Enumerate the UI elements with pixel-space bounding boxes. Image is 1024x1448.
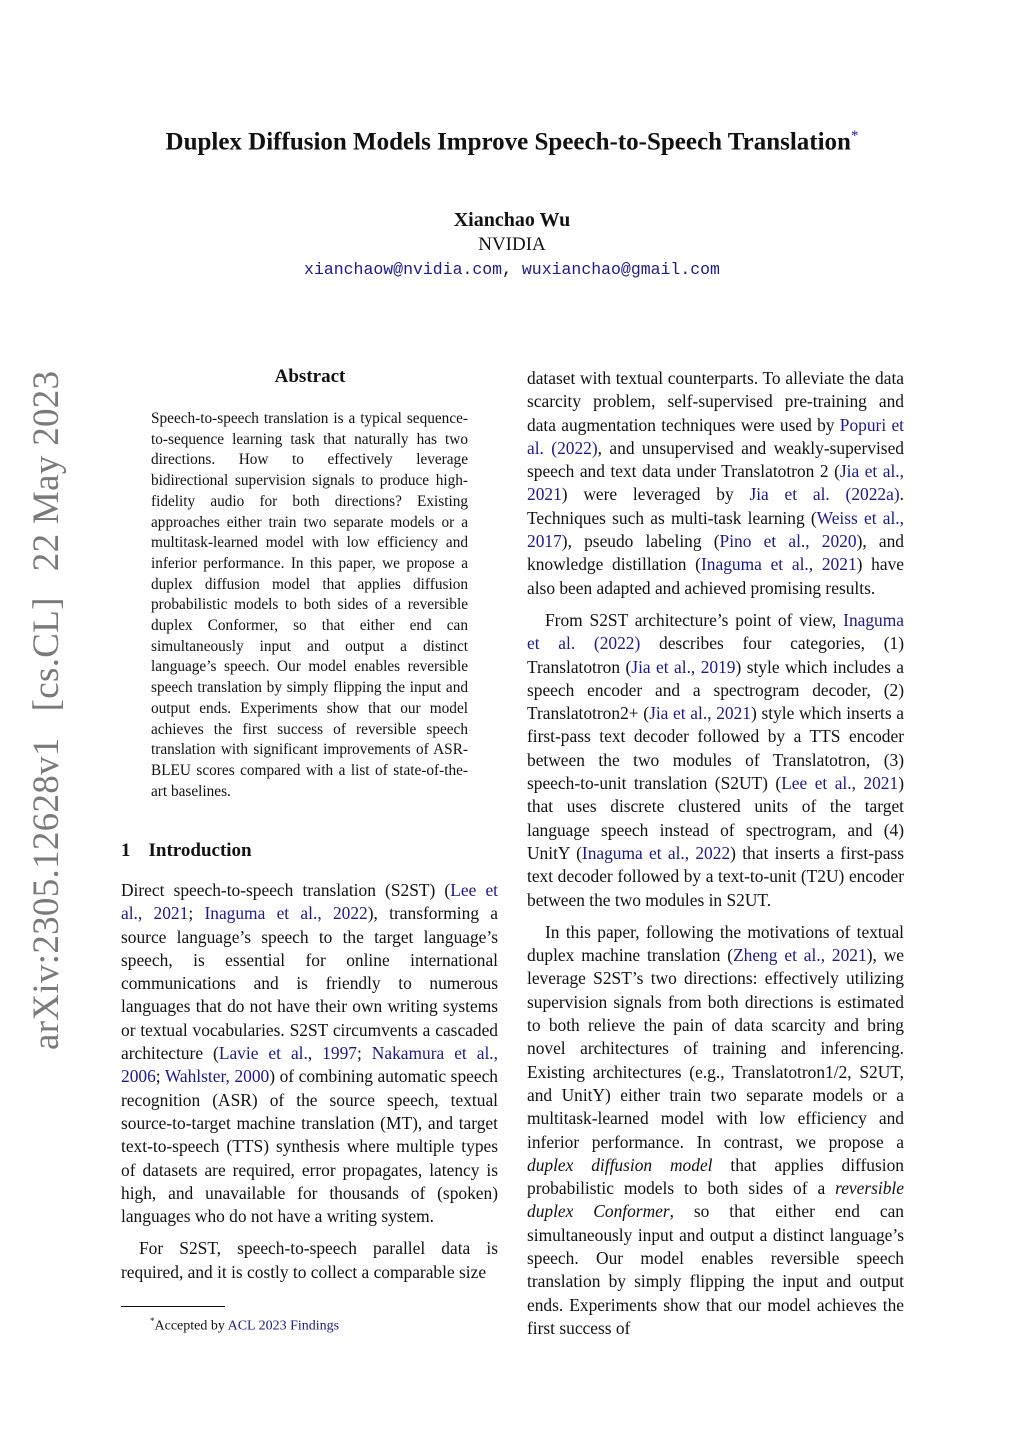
body-text: ; — [188, 903, 205, 924]
intro-paragraph-2-continued — [527, 367, 904, 600]
body-text: . Techniques such as multi-task learning ( — [527, 484, 904, 528]
body-text: ) style which inserts a first-pass text decoder followed by a TTS encoder between the two modules of Translatotron, (3) speech-to-unit translation (S2UT) ( — [527, 703, 905, 794]
citation-link[interactable]: Zheng et al., 2021 — [733, 945, 867, 966]
body-text: Direct speech-to-speech translation (S2ST) ( — [121, 880, 451, 900]
body-text: From S2ST architecture’s point of view, — [545, 609, 844, 630]
footnote — [150, 1312, 339, 1336]
left-column — [121, 879, 498, 1293]
body-text: ), and knowledge distillation ( — [527, 531, 904, 575]
citation-link[interactable]: Jia et al., 2021 — [649, 703, 752, 724]
abstract-heading: Abstract — [274, 366, 346, 387]
body-text: ) style which includes a speech encoder and a spectrogram decoder, (2) Translatotron2+ ( — [527, 656, 904, 724]
citation-link[interactable]: Wahlster, 2000 — [164, 1066, 270, 1087]
intro-paragraph-4 — [527, 921, 904, 1340]
citation-link[interactable]: Pino et al., 2020 — [719, 531, 857, 552]
arxiv-sidebar — [18, 370, 76, 1050]
body-text: ), we leverage S2ST’s two directions: effectively utilizing supervision signals from both directions is estimated to both relieve the pain of data scarcity and bring novel architectures of training and inferencing. Existing architectures (e.g., Translatotron1/2, S2UT, and UnitY) either train two separate models or a multitask-learned model with low efficiency and inferior performance. In contrast, we propose a — [527, 945, 904, 1152]
body-text: In this paper, following the motivations of textual duplex machine translation ( — [527, 921, 904, 966]
intro-paragraph-1 — [121, 879, 498, 1228]
citation-link[interactable]: Inaguma et al. (2022) — [527, 609, 904, 654]
right-column — [527, 367, 904, 1349]
body-text: For S2ST, speech-to-speech parallel data is required, and it is costly to collect a comparable size — [121, 1238, 498, 1282]
footnote-text: Accepted by — [154, 1318, 225, 1334]
paper-title — [60, 128, 964, 156]
intro-paragraph-3 — [527, 609, 904, 912]
body-text: ), pseudo labeling ( — [561, 531, 720, 552]
body-text: ) have also been adapted and achieved promising results. — [527, 554, 905, 598]
arxiv-date: 22 May 2023 — [26, 370, 67, 572]
citation-link[interactable]: Nakamura et al., 2006 — [121, 1043, 498, 1087]
body-text: ) that uses discrete clustered units of the target language speech instead of spectrogram, and (4) UnitY ( — [527, 773, 904, 863]
footnote-link[interactable]: ACL 2023 Findings — [227, 1318, 340, 1334]
citation-link[interactable]: Inaguma et al., 2022 — [204, 903, 368, 924]
body-text: ), transforming a source language’s speech to the target language’s speech, is essential for online international communications and is friendly to numerous languages that do not have their own writing systems or textual vocabularies. S2ST circumvents a cascaded architecture ( — [121, 903, 499, 1064]
arxiv-category: [cs.CL] — [26, 597, 67, 712]
footnote-mark: * — [150, 1316, 155, 1326]
citation-link[interactable]: Popuri et al. (2022) — [527, 414, 904, 458]
body-text: that applies diffusion probabilistic models to both sides of a — [527, 1154, 904, 1199]
body-text: describes four categories, (1) Translatotron ( — [527, 633, 904, 677]
body-text: ; — [155, 1066, 165, 1087]
body-text: ) that inserts a first-pass text decoder followed by a text-to-unit (T2U) encoder between the two modules in S2UT. — [527, 842, 904, 910]
body-text: dataset with textual counterparts. To alleviate the data scarcity problem, self-supervised pre-training and data augmentation techniques were used by — [527, 368, 904, 435]
arxiv-id[interactable]: arXiv:2305.12628v1 — [26, 737, 67, 1050]
author-block — [0, 207, 1024, 283]
body-text: ; — [356, 1043, 372, 1064]
emphasis-text: duplex diffusion model — [527, 1154, 713, 1175]
title-footnote-mark[interactable]: * — [850, 128, 859, 144]
citation-link[interactable]: Lee et al., 2021 — [121, 880, 498, 924]
citation-link[interactable]: Lavie et al., 1997 — [218, 1043, 357, 1064]
section-title: Introduction — [148, 840, 252, 861]
body-text: , so that either end can simultaneously input and output a distinct language’s speech. Our model enables reversible speech translation by simply flipping the input and output ends. Experiments show that our model achieves the first success of — [527, 1201, 904, 1338]
email-link-2[interactable]: wuxianchao@gmail.com — [521, 260, 720, 279]
citation-link[interactable]: Jia et al., 2019 — [631, 656, 736, 677]
citation-link[interactable]: Weiss et al., 2017 — [527, 507, 904, 552]
author-emails — [0, 257, 1024, 283]
email-link-1[interactable]: xianchaow@nvidia.com — [304, 260, 503, 279]
footnote-rule — [121, 1306, 225, 1307]
citation-link[interactable]: Inaguma et al., 2021 — [700, 554, 857, 575]
section-number: 1 — [121, 840, 131, 861]
email-separator: , — [502, 260, 512, 279]
body-text: , and unsupervised and weakly-supervised speech and text data under Translatotron 2 ( — [527, 437, 904, 482]
title-text: Duplex Diffusion Models Improve Speech-to-Speech Translation — [165, 128, 851, 156]
citation-link[interactable]: Inaguma et al., 2022 — [581, 842, 731, 863]
intro-paragraph-2 — [121, 1237, 498, 1284]
abstract-text: Speech-to-speech translation is a typical sequence-to-sequence learning task that naturally has two directions. How to effectively leverage bidirectional supervision signals to produce high-fidelity audio for both directions? Existing approaches either train two separate models or a multitask-learned model with low efficiency and inferior performance. In this paper, we propose a duplex diffusion model that applies diffusion probabilistic models to both sides of a reversible duplex Conformer, so that either end can simultaneously input and output a distinct language’s speech. Our model enables reversible speech translation by simply flipping the input and output ends. Experiments show that our model achieves the first success of reversible speech translation with significant improvements of ASR-BLEU scores compared with a list of state-of-the-art baselines. — [151, 410, 468, 800]
author-name: Xianchao Wu — [453, 209, 571, 231]
author-affiliation: NVIDIA — [478, 234, 546, 255]
citation-link[interactable]: Jia et al., 2021 — [527, 461, 905, 505]
body-text: ) of combining automatic speech recognition (ASR) of the source speech, textual source-to-target machine translation (MT), and target text-to-speech (TTS) synthesis where multiple types of datasets are required, error propagates, latency is high, and unavailable for thousands of (spoken) languages who do not have a writing system. — [121, 1066, 498, 1227]
citation-link[interactable]: Jia et al. (2022a) — [749, 484, 900, 505]
emphasis-text: reversible duplex Conformer — [527, 1178, 904, 1222]
body-text: ) were leveraged by — [561, 484, 750, 505]
section-heading-introduction — [121, 840, 252, 862]
citation-link[interactable]: Lee et al., 2021 — [781, 773, 899, 794]
